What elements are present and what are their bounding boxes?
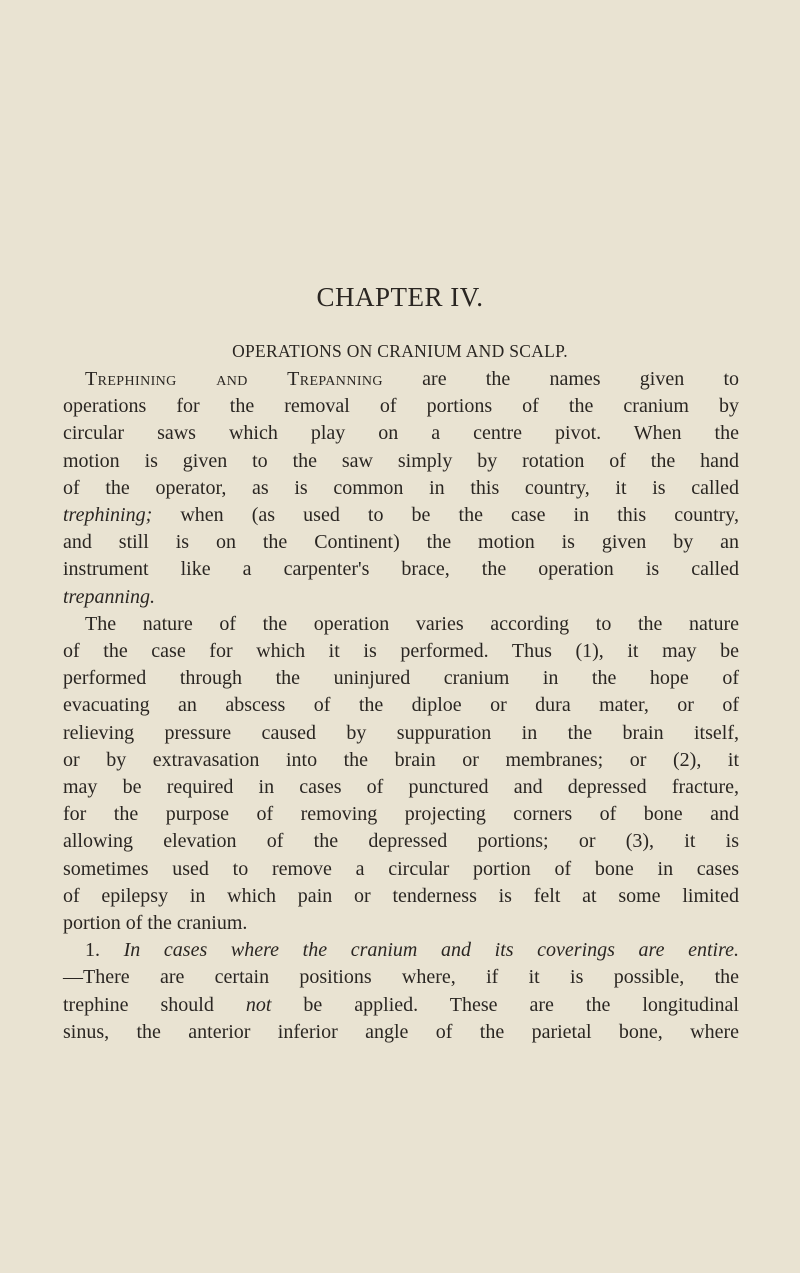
italic-term: trepanning.	[63, 585, 156, 608]
italic-subheading: In cases where the cranium and its coverings are entire.	[123, 939, 740, 962]
text-line: sinus, the anterior inferior angle of the parietal bone, where	[63, 1020, 739, 1043]
text-line: trephining; when (as used to be the case in this country,	[63, 504, 739, 527]
text-line: performed through the uninjured cranium in the hope of	[63, 667, 739, 690]
text-line	[63, 584, 739, 611]
text-line: The nature of the operation varies according to the nature	[85, 612, 739, 635]
text-line: of the case for which it is performed. Thus (1), it may be	[63, 640, 739, 663]
text-line: 1. In cases where the cranium and its coverings are entire.	[85, 939, 740, 962]
body-text	[63, 366, 739, 1046]
italic-term: trephining;	[63, 504, 153, 527]
text-line: motion is given to the saw simply by rotation of the hand	[63, 449, 739, 472]
chapter-heading: CHAPTER IV.	[316, 282, 484, 312]
text-line: and still is on the Continent) the motion is given by an	[63, 531, 739, 554]
text-line: portion of the cranium.	[63, 912, 248, 935]
text-line: or by extravasation into the brain or membranes; or (2), it	[63, 748, 739, 771]
small-caps-term: Trephining and Trepanning	[85, 368, 383, 390]
text-line: allowing elevation of the depressed portions; or (3), it is	[63, 830, 739, 853]
text-line: circular saws which play on a centre pivot. When the	[63, 422, 739, 445]
text-line: relieving pressure caused by suppuration in the brain itself,	[63, 721, 739, 744]
text-line: operations for the removal of portions of the cranium by	[63, 395, 739, 418]
text-line: trephine should not be applied. These are the longitudinal	[63, 993, 739, 1016]
text-line: of the operator, as is common in this country, it is called	[63, 476, 739, 499]
text-line: —There are certain positions where, if it is possible, the	[63, 966, 739, 989]
text-line: Trephining and Trepanning are the names given to	[85, 368, 740, 390]
section-heading: OPERATIONS ON CRANIUM AND SCALP.	[232, 341, 568, 361]
text-line: sometimes used to remove a circular portion of bone in cases	[63, 857, 739, 880]
text-line: may be required in cases of punctured and depressed fracture,	[63, 776, 739, 799]
italic-term: not	[245, 993, 272, 1016]
text-line: for the purpose of removing projecting corners of bone and	[63, 803, 739, 826]
text-line: instrument like a carpenter's brace, the operation is called	[63, 558, 739, 581]
text-line: evacuating an abscess of the diploe or dura mater, or of	[63, 694, 739, 717]
text-line: of epilepsy in which pain or tenderness is felt at some limited	[63, 884, 739, 907]
